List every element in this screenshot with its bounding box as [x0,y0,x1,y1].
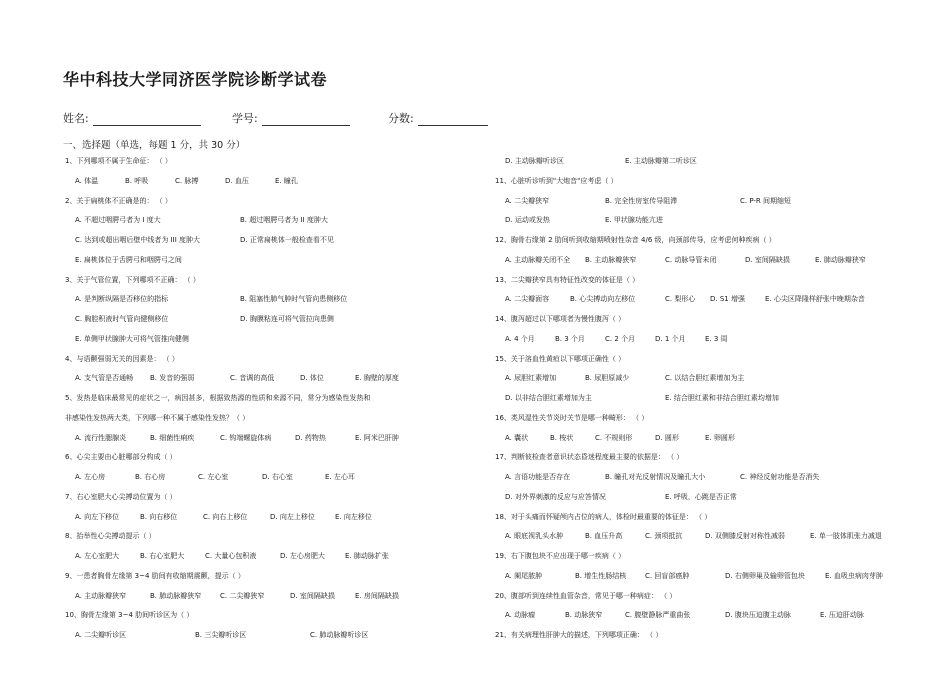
answer-option[interactable]: D. 向左上移位 [270,512,315,521]
answer-option[interactable]: A. 眼底视乳头水肿 [505,532,564,541]
question-row [65,612,485,632]
question-row [65,533,485,553]
answer-option[interactable]: B. 发音的强弱 [150,374,195,383]
answer-option[interactable]: D. 室间隔缺损 [290,591,335,600]
question-text: 14、腹泻超过以下哪项者为慢性腹泻（ ） [495,315,626,323]
section-heading: 一、选择题（单选，每题 1 分，共 30 分） [63,140,246,151]
answer-option[interactable]: B. 右心室肥大 [140,552,185,560]
answer-option[interactable]: E. 3 周 [705,334,728,343]
options-row [65,435,485,455]
options-row [495,494,940,514]
options-row [495,158,940,178]
options-row [495,336,940,356]
answer-option[interactable]: E. 阿米巴肝肿 [355,433,399,442]
question-row [495,316,940,336]
answer-option[interactable]: C. 向右上移位 [203,512,248,521]
question-text: 21、有关病理性肝肿大的描述，下列哪项正确： （ ） [495,631,663,639]
options-row [65,237,485,257]
question-row [65,356,485,376]
question-text: 13、二尖瓣狭窄具有特征性改变的体征是（ ） [495,275,640,284]
question-row [495,514,940,534]
answer-option[interactable]: B. 向右移位 [140,512,178,521]
answer-option[interactable]: E. 呼吸，心跳是否正常 [665,492,737,501]
answer-option[interactable]: B. 瞳孔对光反射情况及瞳孔大小 [605,473,706,481]
score-blank[interactable] [418,114,488,126]
answer-option[interactable]: E. 胸壁的厚度 [355,374,399,383]
answer-option[interactable]: D. 右侧卵巢及输卵管包块 [725,571,805,580]
name-blank[interactable] [93,114,201,126]
answer-option[interactable]: D. 以非结合胆红素增加为主 [505,394,592,402]
question-text: 9、一患者胸骨左缘第 3~4 肋间有收缩期震颤，提示（ ） [65,571,245,580]
question-text: 18、对于头痛而怀疑颅内占位的病人，体检时最重要的体征是： （ ） [495,512,712,521]
options-row [65,474,485,494]
question-text: 5、发热是临床最常见的症状之一，病因甚多，根据致热源的性质和来源不同，常分为感染性发热和 [65,394,371,402]
answer-option[interactable]: A. 是判断纵隔是否移位的指标 [75,295,169,304]
id-label: 学号: [232,112,258,125]
question-text: 2、关于扁桃体不正确是的： （ ） [65,196,172,205]
answer-option[interactable]: D. 运动或发热 [505,216,550,225]
answer-option[interactable]: D. S1 增强 [710,295,745,304]
answer-option[interactable]: A. 二尖瓣听诊区 [75,631,127,639]
answer-option[interactable]: E. 主动脉瓣第二听诊区 [625,157,697,165]
answer-option[interactable]: D. 腹块压迫腹主动脉 [725,611,791,620]
answer-option[interactable]: B. 3 个月 [555,334,585,343]
answer-option[interactable]: A. 阑尾脓肿 [505,571,543,580]
answer-option[interactable]: B. 细菌性痢疾 [150,433,195,442]
options-row [65,336,485,356]
answer-option[interactable]: A. 尿胆红素增加 [505,374,557,383]
answer-option[interactable]: A. 支气管是否通畅 [75,374,134,383]
answer-option[interactable]: E. 扁桃体位于舌腭弓和咽腭弓之间 [75,255,182,264]
answer-option[interactable]: B. 动脉狭窄 [565,611,603,620]
options-row [495,257,940,277]
question-row [495,632,940,652]
question-text: 3、关于气管位置，下列哪项不正确： （ ） [65,275,200,284]
answer-option[interactable]: E. 肺动脉瓣狭窄 [815,255,866,264]
question-text: 16、类风湿性关节炎时关节是哪一种畸形： （ ） [495,413,649,422]
options-row [495,296,940,316]
answer-option[interactable]: C. P-R 间期缩短 [740,196,792,205]
question-text: 19、右下腹包块不应出现于哪一疾病（ ） [495,552,626,560]
answer-option[interactable]: B. 右心房 [135,473,166,481]
answer-option[interactable]: A. 主动脉瓣关闭不全 [505,255,571,264]
question-row [495,593,940,613]
answer-option[interactable]: A. 4 个月 [505,334,535,343]
answer-option[interactable]: E. 结合胆红素和非结合胆红素均增加 [665,394,779,402]
answer-option[interactable]: A. 二尖瓣狭窄 [505,196,550,205]
question-text: 17、判断彼检查者意识状态昏迷程度最主要的依据是： （ ） [495,453,684,462]
id-field [232,110,350,126]
options-row [495,198,940,218]
question-text: 8、抬举性心尖搏动提示（ ） [65,532,156,541]
answer-option[interactable]: B. 梭状 [550,433,574,442]
answer-option[interactable]: C. 钩端螺旋体病 [220,433,272,442]
answer-option[interactable]: C. 回盲部癌肿 [645,571,690,580]
options-row [65,375,485,395]
question-text: 6、心尖主要由心脏哪部分构成（ ） [65,453,177,462]
question-row [495,415,940,435]
answer-option[interactable]: D. 室间隔缺损 [745,255,790,264]
answer-option[interactable]: A. 二尖瓣面容 [505,295,550,304]
question-text: 1、下列哪项不属于生命征： （ ） [65,157,172,165]
question-row [495,237,940,257]
answer-option[interactable]: D. 对外界刺激的反应与应答情况 [505,492,606,501]
question-text: 12、胸骨右缘第 2 肋间听到收缩期喷射性杂音 4/6 级，向颈部传导，应考虑何种疾病（ ） [495,236,776,244]
answer-option[interactable]: B. 肺动脉瓣狭窄 [150,591,202,600]
answer-option[interactable]: E. 向左移位 [335,512,372,521]
answer-option[interactable]: A. 主动脉瓣狭窄 [75,591,127,600]
answer-option[interactable]: E. 卵圆形 [705,433,735,442]
answer-option[interactable]: C. 腹壁静脉严重曲张 [625,611,691,620]
question-text: 7、右心室肥大心尖搏动位置为（ ） [65,492,177,501]
question-row [65,158,485,178]
options-row [495,533,940,553]
answer-option[interactable]: E. 压迫肝动脉 [820,611,864,620]
answer-option[interactable]: B. 超过咽腭弓者为 II 度肿大 [240,216,328,225]
options-row [65,178,485,198]
options-row [65,514,485,534]
question-row [65,277,485,297]
options-row [65,593,485,613]
options-row [65,296,485,316]
options-row [65,217,485,237]
question-row [65,198,485,218]
id-blank[interactable] [262,114,350,126]
answer-option[interactable]: E. 心尖区降隆样舒张中晚期杂音 [765,295,865,304]
page-title: 华中科技大学同济医学院诊断学试卷 [63,70,328,89]
options-row [65,316,485,336]
answer-option[interactable]: A. 体温 [75,176,99,185]
question-text: 20、腹部听到连续性血管杂音，常见于哪一种病症： （ ） [495,591,677,600]
options-row [65,257,485,277]
answer-option[interactable]: C. 梨形心 [665,295,696,304]
question-row [495,356,940,376]
question-row [495,178,940,198]
question-text: 15、关于溶血性黄疸以下哪项正确性（ ） [495,354,626,363]
answer-option[interactable]: D. 血压 [225,176,249,185]
answer-option[interactable]: D. 右心室 [262,473,293,481]
answer-option[interactable]: E. 单一肢体肌张力减退 [810,532,882,541]
options-row [495,217,940,237]
answer-option[interactable]: B. 阻塞性肺气肿时气管向患侧移位 [240,295,348,304]
question-row [495,553,940,573]
answer-option[interactable]: C. 神经反射功能是否消失 [740,473,820,481]
options-row [495,375,940,395]
answer-option[interactable]: C. 音调的高低 [230,374,275,383]
answer-option[interactable]: B. 心尖搏动向左移位 [570,295,636,304]
question-row [495,454,940,474]
answer-option[interactable]: C. 脉搏 [175,176,199,185]
answer-option[interactable]: B. 呼吸 [125,176,149,185]
question-text: 非感染性发热两大类，下列哪一种不属于感染性发热？（ ） [65,413,250,422]
options-row [495,474,940,494]
name-label: 姓名: [63,112,89,125]
answer-option[interactable]: D. 正常扁桃体一般检查看不见 [240,236,334,244]
answer-option[interactable]: E. 瞳孔 [275,176,298,185]
answer-option[interactable]: A. 不超过咽腭弓者为 I 度大 [75,216,161,225]
answer-option[interactable]: C. 颈项抵抗 [645,532,683,541]
answer-option[interactable]: D. 主动脉瓣听诊区 [505,157,564,165]
answer-option[interactable]: A. 向左下移位 [75,512,120,521]
answer-option[interactable]: E. 肺动脉扩张 [345,552,389,560]
answer-option[interactable]: C. 肺动脉瓣听诊区 [310,631,369,639]
left-column [65,158,485,652]
answer-option[interactable]: B. 血压升高 [585,532,623,541]
answer-option[interactable]: D. 胸膜粘连可将气管拉向患侧 [240,315,334,323]
name-field [63,110,201,126]
question-row [65,573,485,593]
answer-option[interactable]: C. 左心室 [198,473,229,481]
answer-option[interactable]: A. 左心室肥大 [75,552,120,560]
score-field [388,110,488,126]
right-column [495,158,940,652]
answer-option[interactable]: B. 三尖瓣听诊区 [195,631,247,639]
answer-option[interactable]: B. 完全性房室传导阻滞 [605,196,678,205]
question-row [65,454,485,474]
answer-option[interactable]: C. 大量心包积液 [205,552,257,560]
answer-option[interactable]: D. 圆形 [655,433,679,442]
answer-option[interactable]: C. 动脉导管未闭 [665,255,717,264]
answer-option[interactable]: E. 甲状腺功能亢进 [605,216,663,225]
options-row [65,553,485,573]
answer-option[interactable]: C. 达到或超出咽后壁中线者为 III 度肿大 [75,236,200,244]
answer-option[interactable]: C. 2 个月 [605,334,636,343]
answer-option[interactable]: D. 1 个月 [655,334,686,343]
options-row [495,435,940,455]
question-row [65,395,485,415]
answer-option[interactable]: A. 流行性腮腺炎 [75,433,127,442]
answer-option[interactable]: E. 房间隔缺损 [355,591,399,600]
options-row [495,395,940,415]
question-row [65,494,485,514]
options-row [65,632,485,652]
answer-option[interactable]: C. 以结合胆红素增加为主 [665,374,745,383]
answer-option[interactable]: A. 言语功能是否存在 [505,473,571,481]
question-row [495,277,940,297]
answer-option[interactable]: B. 增生性肠结核 [575,571,627,580]
answer-option[interactable]: A. 动脉瘤 [505,611,536,620]
answer-option[interactable]: E. 血吸虫病肉芽肿 [825,571,883,580]
answer-option[interactable]: A. 左心房 [75,473,106,481]
answer-option[interactable]: E. 左心耳 [325,473,355,481]
question-text: 10、胸骨左缘第 3~4 肋间听诊区为（ ） [65,611,194,620]
answer-option[interactable]: C. 不规则形 [595,433,633,442]
answer-option[interactable]: A. 囊状 [505,433,529,442]
score-label: 分数: [388,112,414,125]
question-text: 4、与语颤强弱无关的因素是： （ ） [65,354,179,363]
options-row [495,573,940,593]
answer-option[interactable]: B. 尿胆原减少 [585,374,630,383]
answer-option[interactable]: C. 胸腔积液时气管向健侧移位 [75,315,169,323]
answer-option[interactable]: B. 主动脉瓣狭窄 [585,255,637,264]
options-row [495,612,940,632]
question-text: 11、心脏听诊听到"大炮音"应考虑（ ） [495,176,618,185]
answer-option[interactable]: D. 体位 [300,374,324,383]
question-row [65,415,485,435]
answer-option[interactable]: D. 药物热 [295,433,326,442]
answer-option[interactable]: D. 双侧膝反射对称性减弱 [705,532,785,541]
answer-option[interactable]: C. 二尖瓣狭窄 [220,591,265,600]
answer-option[interactable]: D. 左心房肥大 [280,552,325,560]
answer-option[interactable]: E. 单侧甲状腺肿大可将气管推向健侧 [75,334,189,343]
